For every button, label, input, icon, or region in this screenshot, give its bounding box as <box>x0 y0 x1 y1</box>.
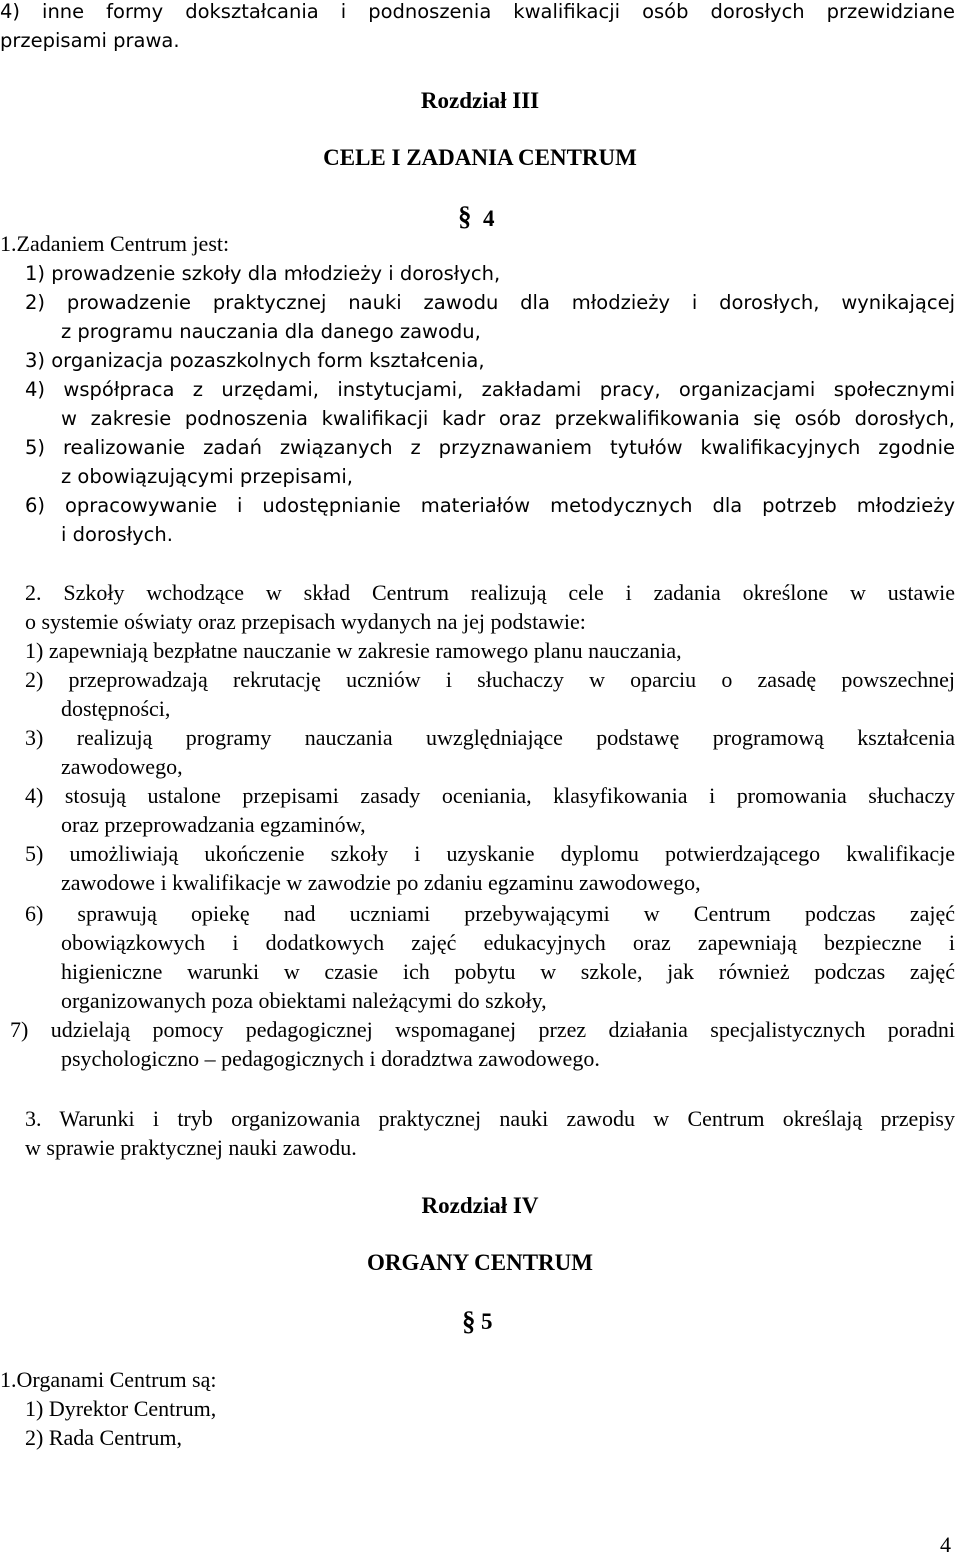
list-item-continuation: 4) inne formy dokształcania i podnoszenia kwalifikacji osób dorosłych przewidziane <box>0 0 955 23</box>
list-item-wrap: obowiązkowych i dodatkowych zajęć edukacyjnych oraz zapewniają bezpieczne i <box>61 930 955 955</box>
paragraph-number: 5 <box>481 1309 493 1334</box>
chapter-title: Rozdział III <box>420 88 540 113</box>
list-item: 3) organizacja pozaszkolnych form kształcenia, <box>25 349 485 372</box>
list-item: 4) współpraca z urzędami, instytucjami, zakładami pracy, organizacjami społecznymi <box>25 378 955 401</box>
list-item-wrap: w zakresie podnoszenia kwalifikacji kadr oraz przekwalifikowania się osób dorosłych, <box>61 407 955 430</box>
list-item: 1) Dyrektor Centrum, <box>25 1396 217 1421</box>
section-paragraph: 2. Szkoły wchodzące w skład Centrum realizują cele i zadania określone w ustawie <box>25 580 955 605</box>
list-item-wrap: z obowiązującymi przepisami, <box>61 465 353 488</box>
section-paragraph-wrap: w sprawie praktycznej nauki zawodu. <box>25 1135 357 1160</box>
paragraph-symbol: § <box>458 201 472 231</box>
section-paragraph: 3. Warunki i tryb organizowania praktycznej nauki zawodu w Centrum określają przepisy <box>25 1106 955 1131</box>
chapter-subtitle: CELE I ZADANIA CENTRUM <box>323 145 637 170</box>
page-number: 4 <box>940 1532 951 1557</box>
list-item: 6) opracowywanie i udostępnianie materiałów metodycznych dla potrzeb młodzieży <box>25 494 955 517</box>
list-item: 1) prowadzenie szkoły dla młodzieży i dorosłych, <box>25 262 501 285</box>
section-paragraph-wrap: o systemie oświaty oraz przepisach wydanych na jej podstawie: <box>25 609 586 634</box>
list-item: 7) udzielają pomocy pedagogicznej wspomaganej przez działania specjalistycznych poradni <box>10 1017 955 1042</box>
list-item: 2) prowadzenie praktycznej nauki zawodu dla młodzieży i dorosłych, wynikającej <box>25 291 955 314</box>
list-item-wrap: organizowanych poza obiektami należącymi do szkoły, <box>61 988 547 1013</box>
list-item-continuation-wrap: przepisami prawa. <box>0 29 180 52</box>
section-intro: 1.Organami Centrum są: <box>0 1367 217 1392</box>
list-item: 5) realizowanie zadań związanych z przyznawaniem tytułów kwalifikacyjnych zgodnie <box>25 436 955 459</box>
list-item-wrap: i dorosłych. <box>61 523 173 546</box>
list-item-wrap: higieniczne warunki w czasie ich pobytu w szkole, jak również podczas zajęć <box>61 959 955 984</box>
list-item: 3) realizują programy nauczania uwzględniające podstawę programową kształcenia <box>25 725 955 750</box>
list-item: 4) stosują ustalone przepisami zasady oceniania, klasyfikowania i promowania słuchaczy <box>25 783 955 808</box>
chapter-subtitle: ORGANY CENTRUM <box>367 1250 593 1275</box>
list-item-wrap: z programu nauczania dla danego zawodu, <box>61 320 481 343</box>
list-item: 2) przeprowadzają rekrutację uczniów i słuchaczy w oparciu o zasadę powszechnej <box>25 667 955 692</box>
section-intro: 1.Zadaniem Centrum jest: <box>0 231 230 256</box>
list-item-wrap: psychologiczno – pedagogicznych i doradztwa zawodowego. <box>61 1046 600 1071</box>
paragraph-number: 4 <box>483 206 495 231</box>
list-item: 6) sprawują opiekę nad uczniami przebywającymi w Centrum podczas zajęć <box>25 901 955 926</box>
list-item: 1) zapewniają bezpłatne nauczanie w zakresie ramowego planu nauczania, <box>25 638 682 663</box>
paragraph-symbol: § <box>462 1306 476 1336</box>
chapter-title: Rozdział IV <box>421 1193 539 1218</box>
list-item: 2) Rada Centrum, <box>25 1425 183 1450</box>
list-item-wrap: zawodowe i kwalifikacje w zawodzie po zdaniu egzaminu zawodowego, <box>61 870 701 895</box>
list-item: 5) umożliwiają ukończenie szkoły i uzyskanie dyplomu potwierdzającego kwalifikacje <box>25 841 955 866</box>
list-item-wrap: oraz przeprowadzania egzaminów, <box>61 812 366 837</box>
list-item-wrap: dostępności, <box>61 696 171 721</box>
list-item-wrap: zawodowego, <box>61 754 183 779</box>
